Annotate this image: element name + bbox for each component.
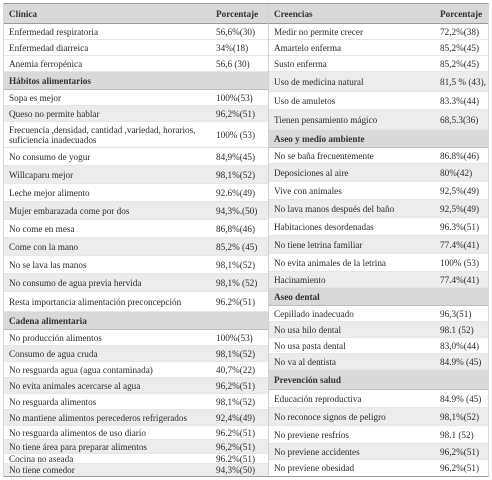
table-row (269, 444, 488, 460)
section-header (4, 312, 268, 330)
row-value: 100%(53) (216, 332, 253, 343)
row-label: No mantiene alimentos perecederos refrigerados (9, 412, 188, 423)
table-row (4, 440, 268, 454)
table-row (269, 40, 488, 56)
data-table (3, 3, 489, 477)
header-label: Clínica (9, 8, 38, 19)
row-label: Come con la mano (9, 241, 79, 252)
row-value: 98,1%(52) (216, 348, 256, 359)
row-label: Cepillado inadecuado (274, 308, 354, 319)
row-value: 96.2%(51) (216, 296, 256, 307)
table-row (4, 220, 268, 238)
section-header (4, 72, 268, 90)
table-row (4, 90, 268, 106)
row-label: No evita animales acercarse al agua (9, 380, 141, 391)
section-title: Aseo y medio ambiente (274, 133, 365, 144)
table-row (269, 254, 488, 272)
row-value: 81,5 % (43), (440, 76, 486, 87)
row-label: No resguarda alimentos (9, 396, 97, 407)
table-row (4, 426, 268, 440)
table-row (269, 322, 488, 338)
row-label: No tiene comedor (9, 465, 75, 475)
row-label: No reconoce signos de peligro (274, 411, 386, 422)
row-value: 98.1 (52) (440, 429, 474, 440)
row-value: 92.6%(49) (216, 187, 256, 198)
row-value: 92,4%(49) (216, 412, 256, 423)
table-row (4, 464, 268, 476)
row-label: Uso de medicina natural (274, 76, 364, 87)
table-row (4, 202, 268, 220)
row-label: Anemia ferropénica (9, 58, 83, 69)
row-label: Consumo de agua cruda (9, 348, 98, 359)
table-row (269, 390, 488, 408)
row-value: 96,3(51) (440, 308, 472, 319)
table-row (4, 454, 268, 464)
row-value: 92,5%(49) (440, 203, 480, 214)
row-value: 100%(53) (216, 92, 253, 103)
row-label: Tienen pensamiento mágico (274, 114, 378, 125)
table-row (4, 256, 268, 274)
row-label: Educación reproductiva (274, 393, 362, 404)
row-value: 96.2%(51) (216, 453, 256, 464)
table-row (4, 122, 268, 148)
row-value: 98,1%(52) (216, 396, 256, 407)
row-value: 77.4%(41) (440, 239, 480, 250)
row-label: Leche mejor alimento (9, 187, 90, 198)
row-label: Willcaparu mejor (9, 169, 74, 180)
row-label: No previene obesidad (274, 463, 355, 473)
column-header (4, 4, 268, 24)
table-row (269, 110, 488, 130)
table-row (269, 24, 488, 40)
row-label: Amartelo enferma (274, 42, 342, 53)
table-row (4, 166, 268, 184)
row-value: 100% (53) (440, 257, 480, 268)
row-value: 85,2%(45) (440, 58, 480, 69)
row-value: 56,6%(30) (216, 26, 256, 37)
row-label: Hacinamiento (274, 274, 326, 285)
row-label: No come en mesa (9, 223, 75, 234)
row-label: Medir no permite crecer (274, 26, 364, 37)
table-row (269, 148, 488, 164)
row-label: Frecuencia ,densidad, cantidad ,variedad, horarios, suficiencia inadecuados (9, 124, 196, 145)
row-label: No tiene área para preparar alimentos (9, 441, 147, 452)
section-title: Hábitos alimentarios (9, 75, 91, 86)
row-label: Enfermedad respiratoria (9, 26, 99, 37)
right-column (269, 4, 488, 476)
row-label: No se baña frecuentemente (274, 150, 374, 161)
row-value: 98,1%(52) (440, 411, 480, 422)
header-label: Creencias (274, 8, 313, 19)
table-row (4, 410, 268, 426)
section-header (269, 130, 488, 148)
row-value: 98,1%(52) (216, 259, 256, 270)
row-label: Mujer embarazada come por dos (9, 205, 130, 216)
section-header (269, 370, 488, 390)
row-value: 80%(42) (440, 167, 473, 178)
row-value: 86.8%(46) (440, 150, 480, 161)
table-row (4, 378, 268, 394)
row-value: 86,8%(46) (216, 223, 256, 234)
column-header (269, 4, 488, 24)
table-row (269, 92, 488, 110)
row-value: 94,3%.(50) (216, 205, 258, 216)
section-title: Cadena alimentaria (9, 315, 87, 326)
table-row (4, 106, 268, 122)
table-row (269, 426, 488, 444)
table-row (269, 164, 488, 182)
table-row (269, 218, 488, 236)
row-label: No lava manos después del baño (274, 203, 395, 214)
row-value: 98,1%(52) (216, 169, 256, 180)
row-label: Susto enferma (274, 58, 327, 69)
row-value: 96,2%(51) (216, 108, 256, 119)
row-value: 100% (53) (216, 129, 256, 140)
table-row (4, 56, 268, 72)
row-value: 34%(18) (216, 42, 249, 53)
row-label: Habitaciones desordenadas (274, 221, 374, 232)
row-value: 83,0%(44) (440, 340, 480, 351)
row-value: 68,5.3(36) (440, 114, 479, 125)
row-label: No resguarda alimentos de uso diario (9, 427, 147, 438)
row-label: Queso no permite hablar (9, 108, 100, 119)
row-label: No producción alimentos (9, 332, 102, 343)
table-row (269, 460, 488, 476)
table-row (269, 182, 488, 200)
row-value: 98,1% (52) (216, 277, 258, 288)
table-row (269, 338, 488, 354)
table-row (269, 56, 488, 72)
section-title: Prevención salud (274, 374, 341, 385)
table-row (4, 362, 268, 378)
header-value: Porcentaje (216, 8, 259, 19)
row-label: Enfermedad diarreica (9, 42, 89, 53)
row-label: Sopa es mejor (9, 92, 62, 103)
row-value: 94,3%(50) (216, 465, 256, 475)
table-row (269, 272, 488, 288)
section-title: Aseo dental (274, 291, 320, 302)
row-label: Resta importancia alimentación preconcepción (9, 296, 182, 307)
row-value: 96.3%(51) (440, 221, 480, 232)
row-label: No consumo de agua previa hervida (9, 277, 142, 288)
table-row (269, 408, 488, 426)
table-row (4, 238, 268, 256)
row-value: 96,2%(51) (440, 446, 480, 457)
table-row (4, 40, 268, 56)
row-value: 83.3%(44) (440, 95, 480, 106)
row-value: 40,7%(22) (216, 364, 256, 375)
table-row (4, 24, 268, 40)
row-label: Vive con animales (274, 185, 342, 196)
row-value: 96,2%(51) (440, 463, 480, 473)
table-row (269, 236, 488, 254)
row-label: No usa hilo dental (274, 324, 342, 335)
row-value: 92,5%(49) (440, 185, 480, 196)
table-row (269, 72, 488, 92)
row-label: No se lava las manos (9, 259, 87, 270)
row-label: No consumo de yogur (9, 151, 91, 162)
table-row (4, 330, 268, 346)
row-value: 85,2%(45) (440, 42, 480, 53)
section-header (269, 288, 488, 306)
row-label: Uso de amuletos (274, 95, 336, 106)
row-value: 56,6 (30) (216, 58, 250, 69)
row-value: 84,9%(45) (216, 151, 256, 162)
row-label: Deposiciones al aire (274, 167, 349, 178)
table-row (269, 354, 488, 370)
row-value: 77.4%(41) (440, 274, 480, 285)
table-row (4, 274, 268, 292)
row-label: No va al dentista (274, 356, 336, 367)
row-label: No previene accidentes (274, 446, 360, 457)
row-label: No tiene letrina familiar (274, 239, 363, 250)
row-label: No previene resfríos (274, 429, 350, 440)
row-value: 96.2%(51) (216, 427, 256, 438)
table-row (4, 394, 268, 410)
table-row (4, 292, 268, 312)
row-value: 96,2%(51) (216, 380, 256, 391)
row-label: No resguarda agua (agua contaminada) (9, 364, 153, 375)
row-label: Cocina no aseada (9, 453, 74, 464)
table-row (4, 184, 268, 202)
table-row (269, 306, 488, 322)
row-value: 84.9% (45) (440, 356, 482, 367)
row-label: No usa pasta dental (274, 340, 346, 351)
table-row (269, 200, 488, 218)
row-value: 72,2%(38) (440, 26, 480, 37)
table-row (4, 346, 268, 362)
row-value: 98.1 (52) (440, 324, 474, 335)
row-value: 85,2% (45) (216, 241, 258, 252)
header-value: Porcentaje (440, 8, 483, 19)
left-column (4, 4, 269, 476)
row-label: No evita animales de la letrina (274, 257, 386, 268)
table-row (4, 148, 268, 166)
row-value: 96,2%(51) (216, 441, 256, 452)
row-value: 84.9% (45) (440, 393, 482, 404)
